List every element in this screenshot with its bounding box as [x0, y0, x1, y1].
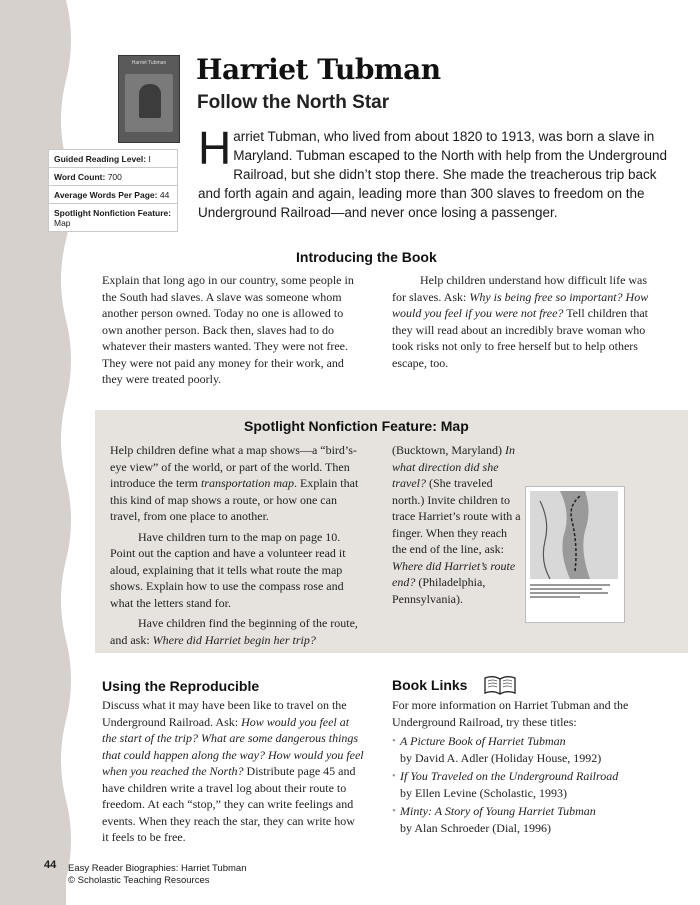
- introducing-col1: Explain that long ago in our country, some people in the South had slaves. A slave was someone whom another person owned. Today no one is allowed to own another person. Back then, slaves had to do whatever their masters wanted. They were not free. They were not paid any money for their work, and they were treated poorly.: [102, 273, 354, 386]
- footer-credit: Easy Reader Biographies: Harriet Tubman © Scholastic Teaching Resources: [68, 863, 247, 886]
- spotlight-heading: Spotlight Nonfiction Feature: Map: [244, 418, 469, 434]
- book-links-heading: Book Links: [392, 677, 468, 693]
- page-number: 44: [44, 859, 57, 871]
- intro-paragraph: Harriet Tubman, who lived from about 1820 to 1913, was born a slave in Maryland. Tubman escaped to the North with help from the Underground Railroad, but she didn’t stop there. She made the treacherous trip back and forth again and again, leading more than 300 slaves to freedom on the Underground Railroad—and never once losing a passenger.: [198, 122, 667, 220]
- book-link-item: • If You Traveled on the Underground Railroad by Ellen Levine (Scholastic, 1993): [392, 768, 682, 801]
- page-subtitle: Follow the North Star: [197, 92, 390, 113]
- page-title: Harriet Tubman: [196, 53, 441, 86]
- book-link-item: • Minty: A Story of Young Harriet Tubman by Alan Schroeder (Dial, 1996): [392, 803, 682, 836]
- spotlight-col1: [110, 442, 368, 648]
- spotlight-col2-text: (Bucktown, Maryland) In what direction did she travel? (She traveled north.) Invite children to trace Harriet’s route with a finger. When they reach the end of the line, ask: Where did Harriet’s route end? (Philadelphia, Pennsylvania).: [392, 443, 521, 606]
- spotlight-p1: Help children define what a map shows—a “bird’s-eye view” of the world, or part of the world. Then introduce the term transportation map. Explain that this kind of map shows a route, or how one can travel, from one place to another.: [110, 443, 359, 523]
- reading-info-box: [48, 149, 178, 232]
- reproducible-text: Discuss what it may have been like to travel on the Underground Railroad. Ask: How would you feel at the start of the trip? What are some dangerous things that could happen along the way? How would you feel when you reached the North? Distribute page 45 and have children write a travel log about their route to freedom. At each “stop,” they can write feelings and events. When they reach the star, they can write how it feels to be free.: [102, 698, 364, 844]
- decorative-left-border: [0, 0, 80, 905]
- book-links-list: [392, 733, 682, 836]
- book-link-item: • A Picture Book of Harriet Tubman by David A. Adler (Holiday House, 1992): [392, 733, 682, 766]
- drop-cap: H: [198, 122, 232, 174]
- spotlight-feature: Spotlight Nonfiction Feature: Map: [54, 208, 172, 228]
- reproducible-heading: Using the Reproducible: [102, 678, 260, 694]
- avg-words-per-page: Average Words Per Page: 44: [49, 186, 177, 204]
- introducing-col2: Help children understand how difficult life was for slaves. Ask: Why is being free so important? How would you feel if you were not free? Tell children that they will read about an incredibly brave woman who took risks not only to free herself but to help others escape, too.: [392, 273, 649, 370]
- map-thumbnail: [525, 486, 625, 623]
- introducing-heading: Introducing the Book: [296, 249, 437, 265]
- spotlight-p2: Have children turn to the map on page 10. Point out the caption and have a volunteer read it aloud, explaining that it tells what route the map shows. Explain how to use the compass rose and what the letters stand for.: [110, 529, 346, 610]
- book-links-intro: For more information on Harriet Tubman and the Underground Railroad, try these titles:: [392, 698, 629, 729]
- word-count: Word Count: 700: [49, 168, 177, 186]
- guided-reading-level: Guided Reading Level: I: [49, 150, 177, 168]
- cover-title: Harriet Tubman: [131, 60, 167, 66]
- book-cover-image: [118, 55, 180, 143]
- spotlight-p3: Have children find the beginning of the route, and ask: Where did Harriet begin her trip?: [110, 616, 358, 647]
